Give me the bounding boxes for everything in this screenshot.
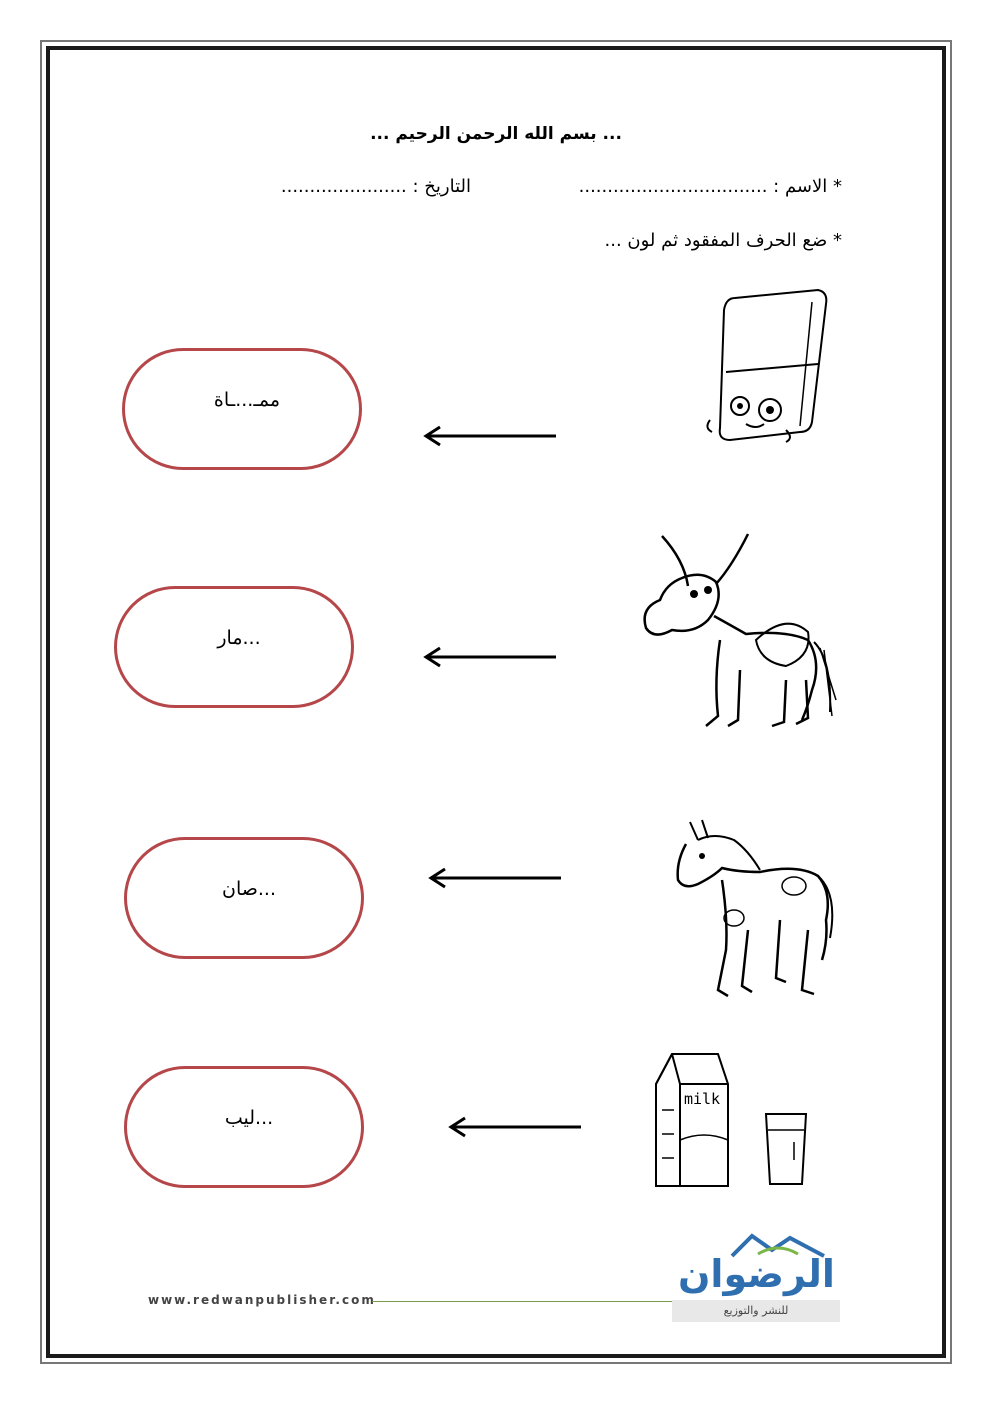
answer-box-2[interactable] xyxy=(114,586,354,708)
word-2: ...مار xyxy=(217,627,261,649)
milk-drawing xyxy=(650,1050,820,1190)
answer-box-4[interactable] xyxy=(124,1066,364,1188)
footer-divider xyxy=(372,1301,672,1302)
eraser-drawing xyxy=(690,280,840,450)
arrow-left-icon xyxy=(420,424,560,448)
answer-box-3[interactable] xyxy=(124,837,364,959)
horse-drawing xyxy=(668,810,838,1010)
donkey-drawing xyxy=(636,530,840,742)
instruction-text: * ضع الحرف المفقود ثم لون ... xyxy=(604,230,842,251)
publisher-url[interactable]: www.redwanpublisher.com xyxy=(148,1293,376,1307)
publisher-tagline: للنشر والتوزيع xyxy=(672,1300,840,1322)
date-field: التاريخ : ...................... xyxy=(280,176,471,197)
publisher-logo: الرضوان xyxy=(678,1252,835,1296)
page-title: ... بسم الله الرحمن الرحيم ... xyxy=(370,124,622,144)
arrow-left-icon xyxy=(420,645,560,669)
word-1: ممـ...ـاة xyxy=(213,389,281,411)
name-field: * الاسم : ................................. xyxy=(578,176,842,197)
milk-label: milk xyxy=(683,1090,721,1108)
word-4: ...ليب xyxy=(224,1107,274,1129)
arrow-left-icon xyxy=(425,866,565,890)
arrow-left-icon xyxy=(445,1115,585,1139)
word-3: ...صان xyxy=(222,878,276,900)
answer-box-1[interactable] xyxy=(122,348,362,470)
